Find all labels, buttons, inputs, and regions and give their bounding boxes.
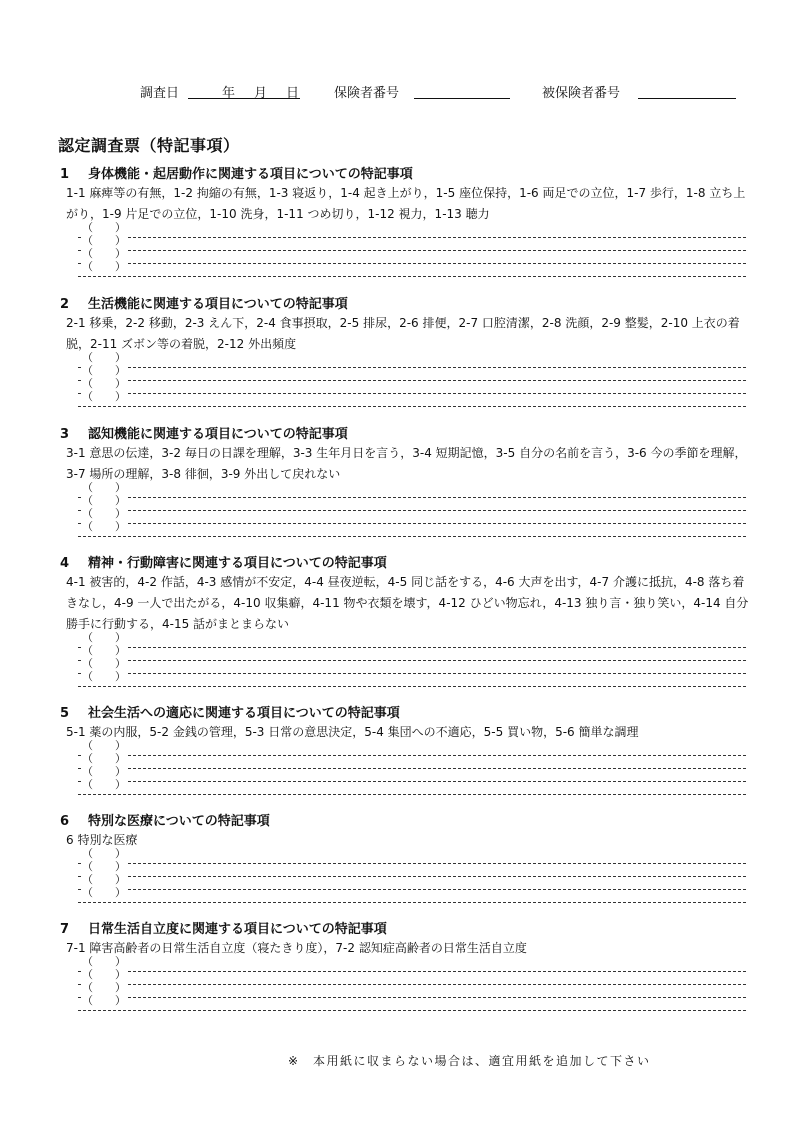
- note-line[interactable]: （ ）: [78, 851, 746, 864]
- notes-lines: [78, 739, 746, 795]
- note-line[interactable]: （ ）: [78, 524, 746, 537]
- section-items: 7-1 障害高齢者の日常生活自立度（寝たきり度），7-2 認知症高齢者の日常生活自立度: [66, 941, 527, 955]
- note-line[interactable]: （ ）: [78, 355, 746, 368]
- survey-date-field[interactable]: [188, 98, 300, 99]
- note-line[interactable]: （ ）: [78, 381, 746, 394]
- section-1: [58, 163, 750, 277]
- year-label: 年: [222, 86, 236, 101]
- section-items: 4-1 被害的，4-2 作話，4-3 感情が不安定，4-4 昼夜逆転，4-5 同じ話をする，4-6 大声を出す，4-7 介護に抵抗，4-8 落ち着きなし，4-9 一人で出たがる，4-10 収集癖，4-11 物や衣類を壊す，4-12 ひどい物忘れ，4-13 独り言・独り笑い，4-14 自分勝手に行動する，4-15 話がまとまらない: [66, 575, 749, 631]
- note-line[interactable]: （ ）: [78, 782, 746, 795]
- footer-note: ※ 本用紙に収まらない場合は、適宜用紙を追加して下さい: [288, 1054, 651, 1068]
- note-line[interactable]: （ ）: [78, 238, 746, 251]
- notes-lines: [78, 847, 746, 903]
- section-3: [58, 423, 750, 537]
- insured-number-label: 被保険者番号: [542, 86, 621, 101]
- note-line[interactable]: （ ）: [78, 998, 746, 1011]
- note-line[interactable]: （ ）: [78, 756, 746, 769]
- note-line[interactable]: （ ）: [78, 674, 746, 687]
- section-items: 1-1 麻痺等の有無，1-2 拘縮の有無，1-3 寝返り，1-4 起き上がり，1-5 座位保持，1-6 両足での立位，1-7 歩行，1-8 立ち上がり，1-9 片足での立位，1-10 洗身，1-11 つめ切り，1-12 視力，1-13 聴力: [66, 186, 746, 221]
- notes-lines: [78, 955, 746, 1011]
- notes-lines: [78, 631, 746, 687]
- insurer-number-field[interactable]: [414, 98, 510, 99]
- survey-header: [140, 82, 750, 102]
- section-items: 2-1 移乗，2-2 移動，2-3 えん下，2-4 食事摂取，2-5 排尿，2-6 排便，2-7 口腔清潔，2-8 洗顔，2-9 整髪，2-10 上衣の着脱，2-11 ズボン等の着脱，2-12 外出頻度: [66, 316, 740, 351]
- note-line[interactable]: （ ）: [78, 635, 746, 648]
- section-heading: 5 社会生活への適応に関連する項目についての特記事項: [60, 706, 400, 721]
- insurer-number-label: 保険者番号: [334, 86, 400, 101]
- note-line[interactable]: （ ）: [78, 394, 746, 407]
- note-line[interactable]: （ ）: [78, 498, 746, 511]
- section-heading: 4 精神・行動障害に関連する項目についての特記事項: [60, 556, 387, 571]
- note-line[interactable]: （ ）: [78, 485, 746, 498]
- section-items: 3-1 意思の伝達，3-2 毎日の日課を理解，3-3 生年月日を言う，3-4 短期記憶，3-5 自分の名前を言う，3-6 今の季節を理解，3-7 場所の理解，3-8 徘徊，3-9 外出して戻れない: [66, 446, 747, 481]
- notes-lines: [78, 481, 746, 537]
- note-line[interactable]: （ ）: [78, 864, 746, 877]
- note-line[interactable]: （ ）: [78, 972, 746, 985]
- note-line[interactable]: （ ）: [78, 985, 746, 998]
- note-line[interactable]: （ ）: [78, 890, 746, 903]
- section-items: 5-1 薬の内服，5-2 金銭の管理，5-3 日常の意思決定，5-4 集団への不適応，5-5 買い物，5-6 簡単な調理: [66, 725, 639, 739]
- note-line[interactable]: （ ）: [78, 877, 746, 890]
- section-7: [58, 918, 750, 1011]
- notes-lines: [78, 351, 746, 407]
- note-line[interactable]: （ ）: [78, 225, 746, 238]
- note-line[interactable]: （ ）: [78, 264, 746, 277]
- section-heading: 3 認知機能に関連する項目についての特記事項: [60, 427, 348, 442]
- section-heading: 1 身体機能・起居動作に関連する項目についての特記事項: [60, 167, 413, 182]
- note-line[interactable]: （ ）: [78, 661, 746, 674]
- note-line[interactable]: （ ）: [78, 368, 746, 381]
- day-label: 日: [286, 86, 300, 101]
- section-5: [58, 702, 750, 795]
- month-label: 月: [254, 86, 268, 101]
- note-line[interactable]: （ ）: [78, 648, 746, 661]
- section-heading: 7 日常生活自立度に関連する項目についての特記事項: [60, 922, 387, 937]
- notes-lines: [78, 221, 746, 277]
- section-2: [58, 293, 750, 407]
- section-6: [58, 810, 750, 903]
- note-line[interactable]: （ ）: [78, 959, 746, 972]
- page-title: 認定調査票（特記事項）: [58, 136, 240, 155]
- note-line[interactable]: （ ）: [78, 251, 746, 264]
- note-line[interactable]: （ ）: [78, 743, 746, 756]
- section-4: [58, 552, 750, 687]
- survey-date-label: 調査日: [140, 86, 180, 101]
- insured-number-field[interactable]: [638, 98, 736, 99]
- note-line[interactable]: （ ）: [78, 511, 746, 524]
- section-heading: 2 生活機能に関連する項目についての特記事項: [60, 297, 348, 312]
- note-line[interactable]: （ ）: [78, 769, 746, 782]
- section-heading: 6 特別な医療についての特記事項: [60, 814, 270, 829]
- section-items: 6 特別な医療: [66, 833, 138, 847]
